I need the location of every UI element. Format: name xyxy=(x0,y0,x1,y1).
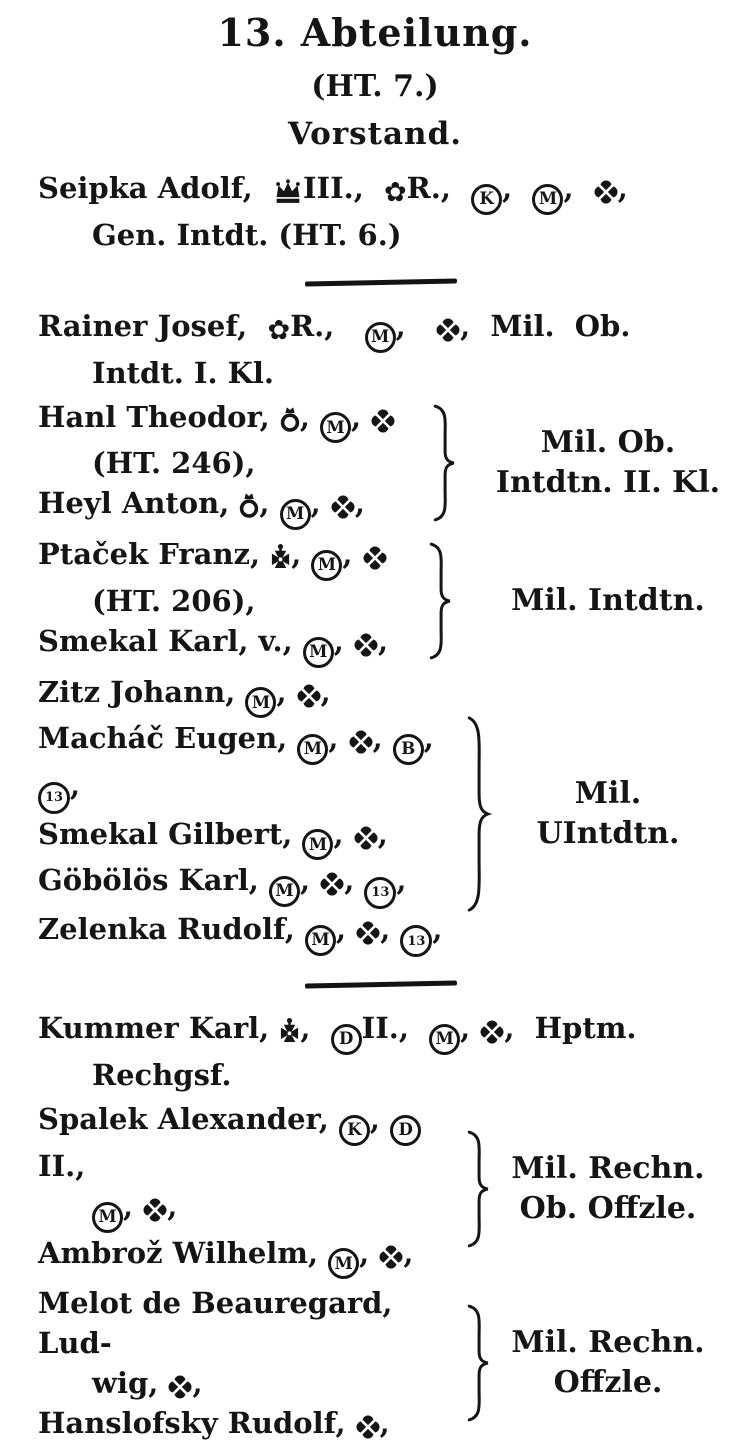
text-run: , xyxy=(276,674,297,709)
crowned-ring-icon xyxy=(239,491,259,519)
text-run: Gen. Intdt. (HT. 6.) xyxy=(92,217,402,252)
jubilee-cross-icon xyxy=(356,921,380,945)
text-run: II., xyxy=(38,1148,86,1183)
grouping-brace-icon xyxy=(464,1131,492,1247)
circled-k-icon: K xyxy=(339,1115,370,1146)
group-entries xyxy=(38,672,464,958)
section-divider xyxy=(305,278,457,286)
group-entries xyxy=(38,1283,464,1443)
jubilee-cross-icon xyxy=(480,1020,504,1044)
group-entries xyxy=(38,397,395,531)
entry-line xyxy=(38,1055,724,1095)
text-run: , xyxy=(372,721,393,756)
crowned-cross-icon xyxy=(279,1017,300,1044)
jubilee-cross-icon xyxy=(168,1375,192,1399)
text-run: Göbölös Karl, xyxy=(38,863,269,898)
text-run: Ptaček Franz, xyxy=(38,537,271,571)
text-run: Melot de Beauregard, Lud- xyxy=(38,1286,403,1361)
jubilee-cross-icon xyxy=(354,826,378,850)
text-run: , xyxy=(379,1406,390,1441)
text-run: , xyxy=(403,1235,414,1270)
group-role-label-line: UIntdtn. xyxy=(536,816,680,852)
person-entry xyxy=(38,168,724,255)
text-run: , xyxy=(377,623,389,658)
entry-line xyxy=(38,1363,464,1403)
text-run: , xyxy=(432,911,443,946)
text-run: Rechgsf. xyxy=(92,1058,232,1092)
text-run: , xyxy=(310,486,331,521)
text-run: , xyxy=(167,1188,178,1223)
person-entry xyxy=(38,1008,724,1095)
black-florette-icon: ✿ xyxy=(384,177,407,208)
circled-m-icon: M xyxy=(311,550,342,581)
circled-b-icon: B xyxy=(393,734,424,765)
text-run: , xyxy=(563,171,594,205)
jubilee-cross-icon xyxy=(297,684,321,708)
text-run: Kummer Karl, xyxy=(38,1011,280,1046)
circled-m-icon: M xyxy=(280,499,311,530)
text-run: III., xyxy=(302,171,385,205)
text-run: , xyxy=(380,911,401,946)
text-run: , xyxy=(328,721,349,756)
text-run: , xyxy=(192,1366,203,1401)
entry-line xyxy=(38,581,388,621)
text-run: Hanl Theodor, xyxy=(38,399,280,434)
text-run: , xyxy=(333,623,354,658)
group-role-label-line: Mil. Ob. xyxy=(540,425,676,461)
circled-m-icon: M xyxy=(429,1024,460,1055)
text-run: R., xyxy=(290,308,365,343)
group-role-label xyxy=(492,581,724,621)
jubilee-cross-icon xyxy=(349,730,373,754)
group-role-label xyxy=(492,1323,724,1403)
text-run: Seipka Adolf, xyxy=(38,171,273,205)
text-run: Hanslofsky Rudolf, xyxy=(38,1406,356,1441)
circled-m-icon: M xyxy=(269,876,300,907)
text-run: , xyxy=(333,816,354,851)
text-run: R., xyxy=(406,171,472,205)
entry-line xyxy=(38,1403,464,1443)
text-run: , Mil. Ob. xyxy=(460,308,631,343)
text-run: , xyxy=(342,537,363,571)
circled-m-icon: M xyxy=(303,637,334,668)
text-run: , xyxy=(320,674,331,709)
entry-line xyxy=(38,168,724,215)
group-role-label-line: Intdtn. II. Kl. xyxy=(495,465,721,501)
text-run: , xyxy=(300,863,321,898)
entry-line xyxy=(38,397,395,444)
person-group xyxy=(38,534,724,668)
entry-line xyxy=(38,814,464,861)
grouping-brace-icon xyxy=(464,1305,492,1421)
text-run: , xyxy=(70,768,81,802)
text-run: , xyxy=(396,863,407,898)
text-run: Intdt. I. Kl. xyxy=(92,355,274,390)
jubilee-cross-icon xyxy=(143,1198,167,1222)
text-run: , xyxy=(377,816,388,851)
circled-13-icon: 13 xyxy=(38,782,70,814)
text-run: , xyxy=(291,537,312,571)
grouping-brace-icon xyxy=(430,405,458,521)
entry-line xyxy=(38,483,395,530)
circled-m-icon: M xyxy=(245,687,276,718)
circled-k-icon: K xyxy=(471,184,502,215)
text-run: II., xyxy=(361,1011,430,1046)
text-run: Smekal Karl, v., xyxy=(38,623,303,658)
text-run: Zitz Johann, xyxy=(38,674,246,709)
text-run: (HT. 246), xyxy=(92,446,256,481)
text-run: , xyxy=(344,863,365,898)
group-role-label-line: Mil. xyxy=(574,776,642,812)
text-run: , xyxy=(300,1011,331,1046)
text-run: , xyxy=(359,1235,380,1270)
group-role-label-line: Offzle. xyxy=(553,1365,663,1401)
entry-line xyxy=(38,534,388,581)
text-run: , Hptm. xyxy=(504,1011,637,1046)
black-florette-icon: ✿ xyxy=(267,314,291,346)
group-role-label-line: Ob. Offzle. xyxy=(519,1191,697,1227)
circled-m-icon: M xyxy=(92,1202,123,1233)
entry-line xyxy=(38,718,464,813)
jubilee-cross-icon xyxy=(379,1245,403,1269)
person-group xyxy=(38,672,724,958)
circled-d-icon: D xyxy=(331,1024,362,1055)
circled-m-icon: M xyxy=(365,322,396,353)
circled-d-icon: D xyxy=(390,1115,421,1146)
group-role-label-line: Mil. Rechn. xyxy=(511,1151,705,1187)
page-title: 13. Abteilung. xyxy=(217,10,533,55)
group-role-label-line: Mil. Intdtn. xyxy=(511,582,705,618)
page-subtitle: (HT. 7.) xyxy=(311,69,439,104)
entry-line xyxy=(38,1233,464,1280)
text-run: , xyxy=(423,721,444,756)
jubilee-cross-icon xyxy=(356,1415,380,1439)
jubilee-cross-icon xyxy=(363,546,387,570)
entry-line xyxy=(38,672,464,719)
jubilee-cross-icon xyxy=(594,180,618,204)
text-run: , xyxy=(460,1011,481,1046)
text-run: wig, xyxy=(92,1366,169,1401)
text-run: , xyxy=(351,399,372,434)
group-entries xyxy=(38,1099,464,1279)
text-run: , xyxy=(123,1188,144,1223)
circled-13-icon: 13 xyxy=(364,877,396,909)
circled-m-icon: M xyxy=(302,829,333,860)
text-run: Heyl Anton, xyxy=(38,486,240,521)
jubilee-cross-icon xyxy=(320,872,344,896)
text-run: , xyxy=(299,399,321,434)
jubilee-cross-icon xyxy=(436,318,460,342)
entry-line xyxy=(38,1099,464,1186)
entry-line xyxy=(38,306,724,353)
crown-icon xyxy=(273,179,303,204)
text-run: Macháč Eugen, xyxy=(38,721,298,756)
entry-line xyxy=(38,1008,724,1055)
text-run: , xyxy=(354,486,365,521)
jubilee-cross-icon xyxy=(331,495,355,519)
text-run: (HT. 206), xyxy=(92,583,256,618)
text-run: Ambrož Wilhelm, xyxy=(38,1235,329,1270)
group-role-label-line: Mil. Rechn. xyxy=(511,1325,705,1361)
text-run: , xyxy=(336,911,357,946)
text-run: Smekal Gilbert, xyxy=(38,816,303,851)
circled-m-icon: M xyxy=(297,734,328,765)
group-entries xyxy=(38,534,388,668)
section-divider xyxy=(305,981,457,989)
circled-m-icon: M xyxy=(305,925,336,956)
entries-content xyxy=(0,152,750,1443)
entry-line xyxy=(38,443,395,483)
text-run: , xyxy=(502,171,533,205)
person-group xyxy=(38,1099,724,1279)
text-run: , xyxy=(259,486,280,521)
entry-line xyxy=(38,860,464,909)
group-role-label xyxy=(492,774,724,854)
group-role-label xyxy=(492,423,724,503)
text-run: Rainer Josef, xyxy=(38,308,268,343)
entry-line xyxy=(38,1283,464,1363)
section-heading: Vorstand. xyxy=(287,116,463,152)
group-role-label xyxy=(492,1149,724,1229)
person-entry xyxy=(38,306,724,393)
text-run: , xyxy=(395,308,437,343)
person-group xyxy=(38,1283,724,1443)
text-run: Zelenka Rudolf, xyxy=(38,911,306,946)
entry-line xyxy=(38,621,388,668)
circled-m-icon: M xyxy=(320,412,351,443)
entry-line xyxy=(38,215,724,255)
jubilee-cross-icon xyxy=(354,633,378,657)
text-run: , xyxy=(369,1102,391,1136)
grouping-brace-icon xyxy=(426,543,454,659)
circled-13-icon: 13 xyxy=(400,925,432,957)
entry-line xyxy=(38,353,724,393)
grouping-brace-icon xyxy=(464,716,492,912)
jubilee-cross-icon xyxy=(371,409,395,433)
text-run: Spalek Alexander, xyxy=(38,1102,339,1136)
entry-line xyxy=(38,909,464,958)
text-run: , xyxy=(617,171,628,205)
entry-line xyxy=(38,1186,464,1233)
crowned-cross-icon xyxy=(270,543,291,570)
crowned-ring-icon xyxy=(280,405,300,433)
circled-m-icon: M xyxy=(532,184,563,215)
circled-m-icon: M xyxy=(328,1248,359,1279)
person-group xyxy=(38,397,724,531)
